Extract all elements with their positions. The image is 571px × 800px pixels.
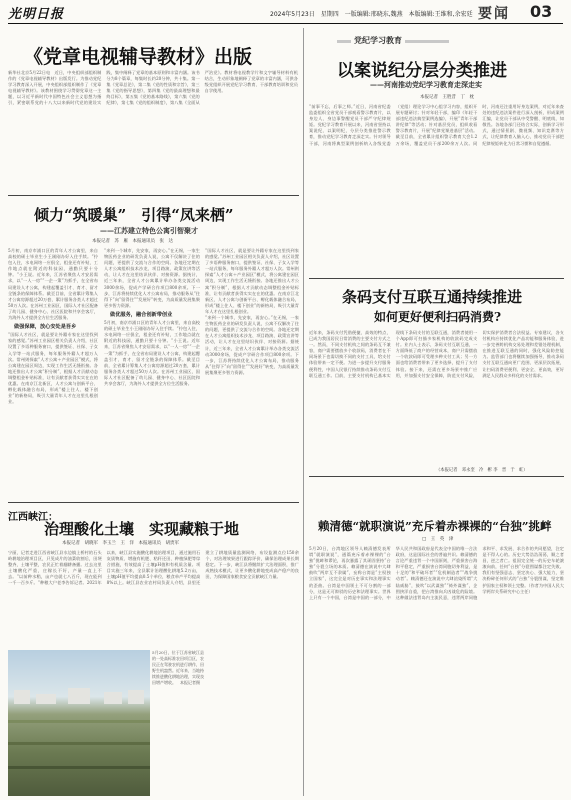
article-jiangsu-title: 倾力“筑暖巢” 引得“凤来栖” [34,206,234,224]
badge-label: 党纪学习教育 [351,35,405,46]
article-barcode-footer: （本报记者 邓永奎 冷 彬 李 晋 于 虹） [436,468,528,473]
article-jiangsu-body-b2: “来到一个城市，先安家，再安心。”在无锡，一家生物医药企业的研发负责人说，公寓不仅解决了住的问题，更提供了交流与合作的空间。各地还定期在人才公寓组织技术沙龙、项目路演、政策宣讲等活动，让人才在这里结识伙伴、对接资源。据统计，近三年来，全省人才公寓累计举办各类交流活动3000余场，促成产学研合作项目800余项。下一步，江苏将持续优化人才公寓布局，推动服务从“住得下”向“留得住”“发展好”转变，为高质量发展集聚更多智力资源。 [205,315,299,375]
divider [309,476,564,477]
article-barcode-title: 条码支付互联互通持续推进 [342,288,523,306]
divider [8,502,299,503]
article-jiangsu-col1 [8,248,98,498]
article-taiwan-byline: □ 王 英 津 [422,537,454,542]
photo-building [128,690,144,704]
article-tv-body: 新华社北京5月22日电 近日，中央组织部组织制作的《党章电视辅导教材》出版发行。为推动党纪学习教育深入开展，中央组织部组织制作了《党章电视辅导教材》。该教材围绕学习贯彻党章这一主题，以习近平新时代中国特色社会主义思想为指引，紧密联系党的十八大以来新时代党的建设实践，集中阐释了党章的基本原则和丰富内涵。该书分为8个篇章，每集时长约20分钟，共十集。第一集《党章总论》，第二集《党的性质和宗旨》，第三集《党的指导思想》，第四集《党的最高理想和最终目标》，第五集《党的基本路线》，第六集《党的纪律》，第七集《党的组织制度》，第八集《全面从严治党》。教材将电视教学片和文字辅导材料有机结合，生动形象地阐释了党章的丰富内涵，可供各级党组织开展党纪学习教育、干部教育培训和党员自学使用。 [8,70,298,106]
section-name: 要闻 [478,6,510,22]
article-jiangxi-body: 宁丽，记者走进江西省峡江县水边镇上桥村的石头岭耕地治理项目区，只见成片的油菜收割后，田埂整齐，土壤平整，农民正忙着翻耕备播。过去这里土壤酸化严重，庄稼长不好，产量一直上不去。“以前种水稻，亩产也就七八百斤，现在能到一千一百多斤。“种粮大户老李告诉记者。2021年以来，峡江县实施酸化耕地治理项目，通过施用石灰质物质、增施有机肥、秸秆还田、种植绿肥等综合措施，有效提高了土壤pH值和有机质含量。项目实施三年来，全县累计治理酸化耕地5.2万亩，土壤pH值平均提高0.5个单位，粮食单产平均提高8%以上。峡江县农业农村局负责人介绍，县里还建立了耕地质量监测网络，布设监测点位150余个，对治理效果进行跟踪评价，确保治理成果长期稳定。下一步，峡江县将继续扩大治理面积，推广成熟技术模式，让更多酸化耕地变成高产稳产的良田，为保障国家粮食安全贡献峡江力量。 [8,550,299,586]
article-discipline-byline: 本报记者 王胜昔 丁 枕 [420,95,474,100]
article-jiangsu-body-c: “国际人才社区，就是要让外籍专家在这里找到家的感觉。”苏州工业园区相关负责人介绍，社区设置了多语种服务窗口，提供签证、社保、子女入学等一站式服务，每年服务外籍人才超万人次。常州则探索“人才公寓＋产业园区”模式，将公寓建在园区周边，实现工作生活无缝衔接。各地还推出人才公寓“积分制”，根据人才贡献动态调整租金补贴标准，让有贡献者获得实实在在的优惠。在南京江北新区，人才公寓与创新平台、孵化载体融合布局，形成“楼上住人、楼下创业”的新格局，吸引大量青年人才在这里扎根创业。 [8,332,98,405]
farmland-photo [8,650,150,796]
photo-building [14,690,30,704]
divider [8,195,299,196]
section-heading: 做优服务，融合创新带创业 [110,311,173,318]
photo-field-row [8,742,150,745]
article-taiwan-body: 5月20日，台湾地区领导人赖清德发表所谓“就职演说”，通篇充斥着赤裸裸的“台独”挑衅和谬论，再次暴露了其顽固坚持“台独”分裂立场的本质。赖清德在演说中大肆鼓吹“两岸互不隶属”，妄称台湾是“主权独立国家”，这完全是对历史事实和法理事实的歪曲。台湾是中国领土不可分割的一部分，这是无可辩驳的历史和法理事实。世界上只有一个中国，台湾是中国的一部分，中华人民共和国政府是代表全中国的唯一合法政府，这是国际社会的普遍共识。赖清德的言论严重违背一个中国原则，严重损害台海和平稳定，严重损害台湾同胞切身利益，是十足的“和平破坏者”“危机制造者”“战争挑动者”。赖清德还在演说中大肆渲染所谓“大陆威胁”，鼓吹“以武谋独”“倚外谋独”，企图挟洋自重，把台湾推向兵凶战危的险境。这种做法违背岛内主流民意，违背两岸同胞求和平、求发展、求合作的共同愿望，注定是不得人心的。历史大势浩浩荡荡，顺之者昌，逆之者亡。祖国完全统一的历史车轮滚滚向前，任何“台独”分裂图谋都注定失败。我们有坚强意志、坚定决心、强大能力，坚决粉碎任何形式的“台独”分裂图谋，坚定维护国家主权和领土完整。（作者为中国人民大学两岸关系研究中心主任） [309,546,564,600]
article-jiangsu-subtitle: ——江苏建立特色公寓引智聚才 [100,226,198,235]
photo-field-row [8,720,150,723]
article-taiwan-title: 赖清德“就职演说”充斥着赤裸裸的“台独”挑衅 [318,519,552,533]
article-jiangsu-body-a: 5月初，南京市浦口区的青年人才公寓里，来自高校的硕士毕业生小王刚刚办好入住手续。“拎包入住，水电网络一应俱全，租金还有补贴，工作地点就在附近的科技园，通勤只要十分钟。“小王说。近年来，江苏省聚焦人才安居需求，以“一人一房”“一企一策”为抓手，在全省布局建设人才公寓，构建起覆盖引才、育才、留才全链条的保障体系。截至目前，全省累计筹集人才公寓房源超过20万套，累计服务各类人才超过50万人次。在苏州工业园区，国际人才社区配备了幼儿园、健身中心、社区医院和共享会客厅，为海外人才提供全方位生活服务。 [8,248,98,321]
photo-field-row [8,766,150,769]
newspaper-logo: 光明日报 [8,7,65,22]
photo-building [104,692,122,704]
article-jiangxi-place: 江西峡江： [8,512,58,523]
article-jiangsu-body-c2: “国际人才社区，就是要让外籍专家在这里找到家的感觉。”苏州工业园区相关负责人介绍，社区设置了多语种服务窗口，提供签证、社保、子女入学等一站式服务，每年服务外籍人才超万人次。常州则探索“人才公寓＋产业园区”模式，将公寓建在园区周边，实现工作生活无缝衔接。各地还推出人才公寓“积分制”，根据人才贡献动态调整租金补贴标准，让有贡献者获得实实在在的优惠。在南京江北新区，人才公寓与创新平台、孵化载体融合布局，形成“楼上住人、楼下创业”的新格局，吸引大量青年人才在这里扎根创业。 [205,248,299,314]
section-heading: 做强保障，放心安处是吾乡 [14,324,77,331]
masthead [8,2,563,24]
article-discipline-title: 以案说纪分层分类推进 [337,61,507,81]
article-jiangsu-byline: 本报记者 苏 雁 本报通讯员 张 达 [92,239,173,244]
article-discipline-body: “前事不忘，后事之师。”近日，河南省纪委监委组织全省党员干部观看警示教育片，以身边人、身边事警醒党员干部严守纪律规矩。党纪学习教育开展以来，河南省坚持以案说纪、以案明纪，分层分类推进警示教育，推动党纪学习教育走深走实。针对领导干部，河南将典型案例剖析纳入各级党委（党组）理论学习中心组学习内容，组织开展专题研讨；针对年轻干部，编印《年轻干部违纪违法典型案例选编》，开展“青年干部讲纪律”等活动；针对基层党员，组织收看警示教育片，开展“纪律党课进基层”活动。截至目前，全省累计组织警示教育大会1.2万余场，覆盖党员干部200余万人次。同时，河南还注重用好身边案例，对近年来查处的违纪违法案件进行深入剖析，形成案例汇编，让党员干部从中受警醒、明底线、知敬畏。各地各部门还结合实际，创新学习形式，通过情景剧、微视频、知识竞赛等方式，让纪律教育入脑入心，推动党员干部把纪律规矩转化为日常习惯和自觉遵循。 [309,104,564,146]
article-jiangxi-byline: 本报记者 胡晓军 李玉兰 王 洋 本报通讯员 胡贵军 [62,541,179,546]
article-jiangsu-body-b: “来到一个城市，先安家，再安心。”在无锡，一家生物医药企业的研发负责人说，公寓不仅解决了住的问题，更提供了交流与合作的空间。各地还定期在人才公寓组织技术沙龙、项目路演、政策宣讲等活动，让人才在这里结识伙伴、对接资源。据统计，近三年来，全省人才公寓累计举办各类交流活动3000余场，促成产学研合作项目800余项。下一步，江苏将持续优化人才公寓布局，推动服务从“住得下”向“留得住”“发展好”转变，为高质量发展集聚更多智力资源。 [104,248,200,308]
section-badge [337,35,449,48]
photo-building [36,694,56,704]
article-jiangsu-col2 [104,248,200,498]
article-jiangxi-title: 治理酸化土壤 实现藏粮于地 [44,520,240,538]
article-jiangsu-col3 [205,248,299,498]
photo-caption: 5月20日，位于江苏省峡江县的一处高标准农田项目区，农民正在驾驶农机进行耕作，田野生机盎然。近年来，当地持续推进酸化耕地治理，实现良田增产增收。 本报记者摄 [152,650,204,686]
page-number: 03 [530,2,553,21]
photo-building [68,688,90,704]
article-tv-title: 《党章电视辅导教材》出版 [24,46,253,68]
column-divider [303,28,304,796]
article-barcode-subtitle: 如何更好便利扫码消费? [374,310,502,324]
article-barcode-body: 近年来，条码支付凭借便捷、高效的特点，已成为我国居民日常消费的主要支付方式之一。然而，不同支付机构之间的条码互不兼容，商户需要摆放多个收款码，消费者在不同场景下也需切换不同的支付工具，给支付体验带来一定不便。为进一步提升支付服务便利性，中国人民银行持续推动条码支付互联互通工作。目前，主要支付机构已基本实现线下条码支付的互联互通，消费者使用一个App即可扫描多家机构的收款码完成支付。业内人士表示，条码支付互联互通，一方面降低了商户的经营成本，商户只需摆放一个收款码即可受理多种支付工具；另一方面也给消费者带来了更多选择，提升了支付体验。接下来，还需在更多场景中推广应用，并加强支付安全保障，防范支付风险，切实保护消费者合法权益。专家建议，各支付机构应持续优化产品功能和服务体验，进一步完善跨机构交易处理和差错处理机制，在推进互联互通的同时，强化风险防控能力。监管部门也将继续加强指导，推动条码支付互联互通向更广范围、更深层次拓展，让扫码消费更便利、更安全、更高效，更好满足人民群众多样化的支付需求。 [309,330,564,378]
date-line: 2024年5月23日 星期四 一版编辑:邢晓东,魏燕 本版编辑:王维和,余宏廷 [270,11,473,18]
article-discipline-subtitle: ——河南推动党纪学习教育走深走实 [370,80,482,89]
article-jiangsu-body-a2: 5月初，南京市浦口区的青年人才公寓里，来自高校的硕士毕业生小王刚刚办好入住手续。“拎包入住，水电网络一应俱全，租金还有补贴，工作地点就在附近的科技园，通勤只要十分钟。“小王说。近年来，江苏省聚焦人才安居需求，以“一人一房”“一企一策”为抓手，在全省布局建设人才公寓，构建起覆盖引才、育才、留才全链条的保障体系。截至目前，全省累计筹集人才公寓房源超过20万套，累计服务各类人才超过50万人次。在苏州工业园区，国际人才社区配备了幼儿园、健身中心、社区医院和共享会客厅，为海外人才提供全方位生活服务。 [104,320,200,386]
divider [309,278,564,279]
